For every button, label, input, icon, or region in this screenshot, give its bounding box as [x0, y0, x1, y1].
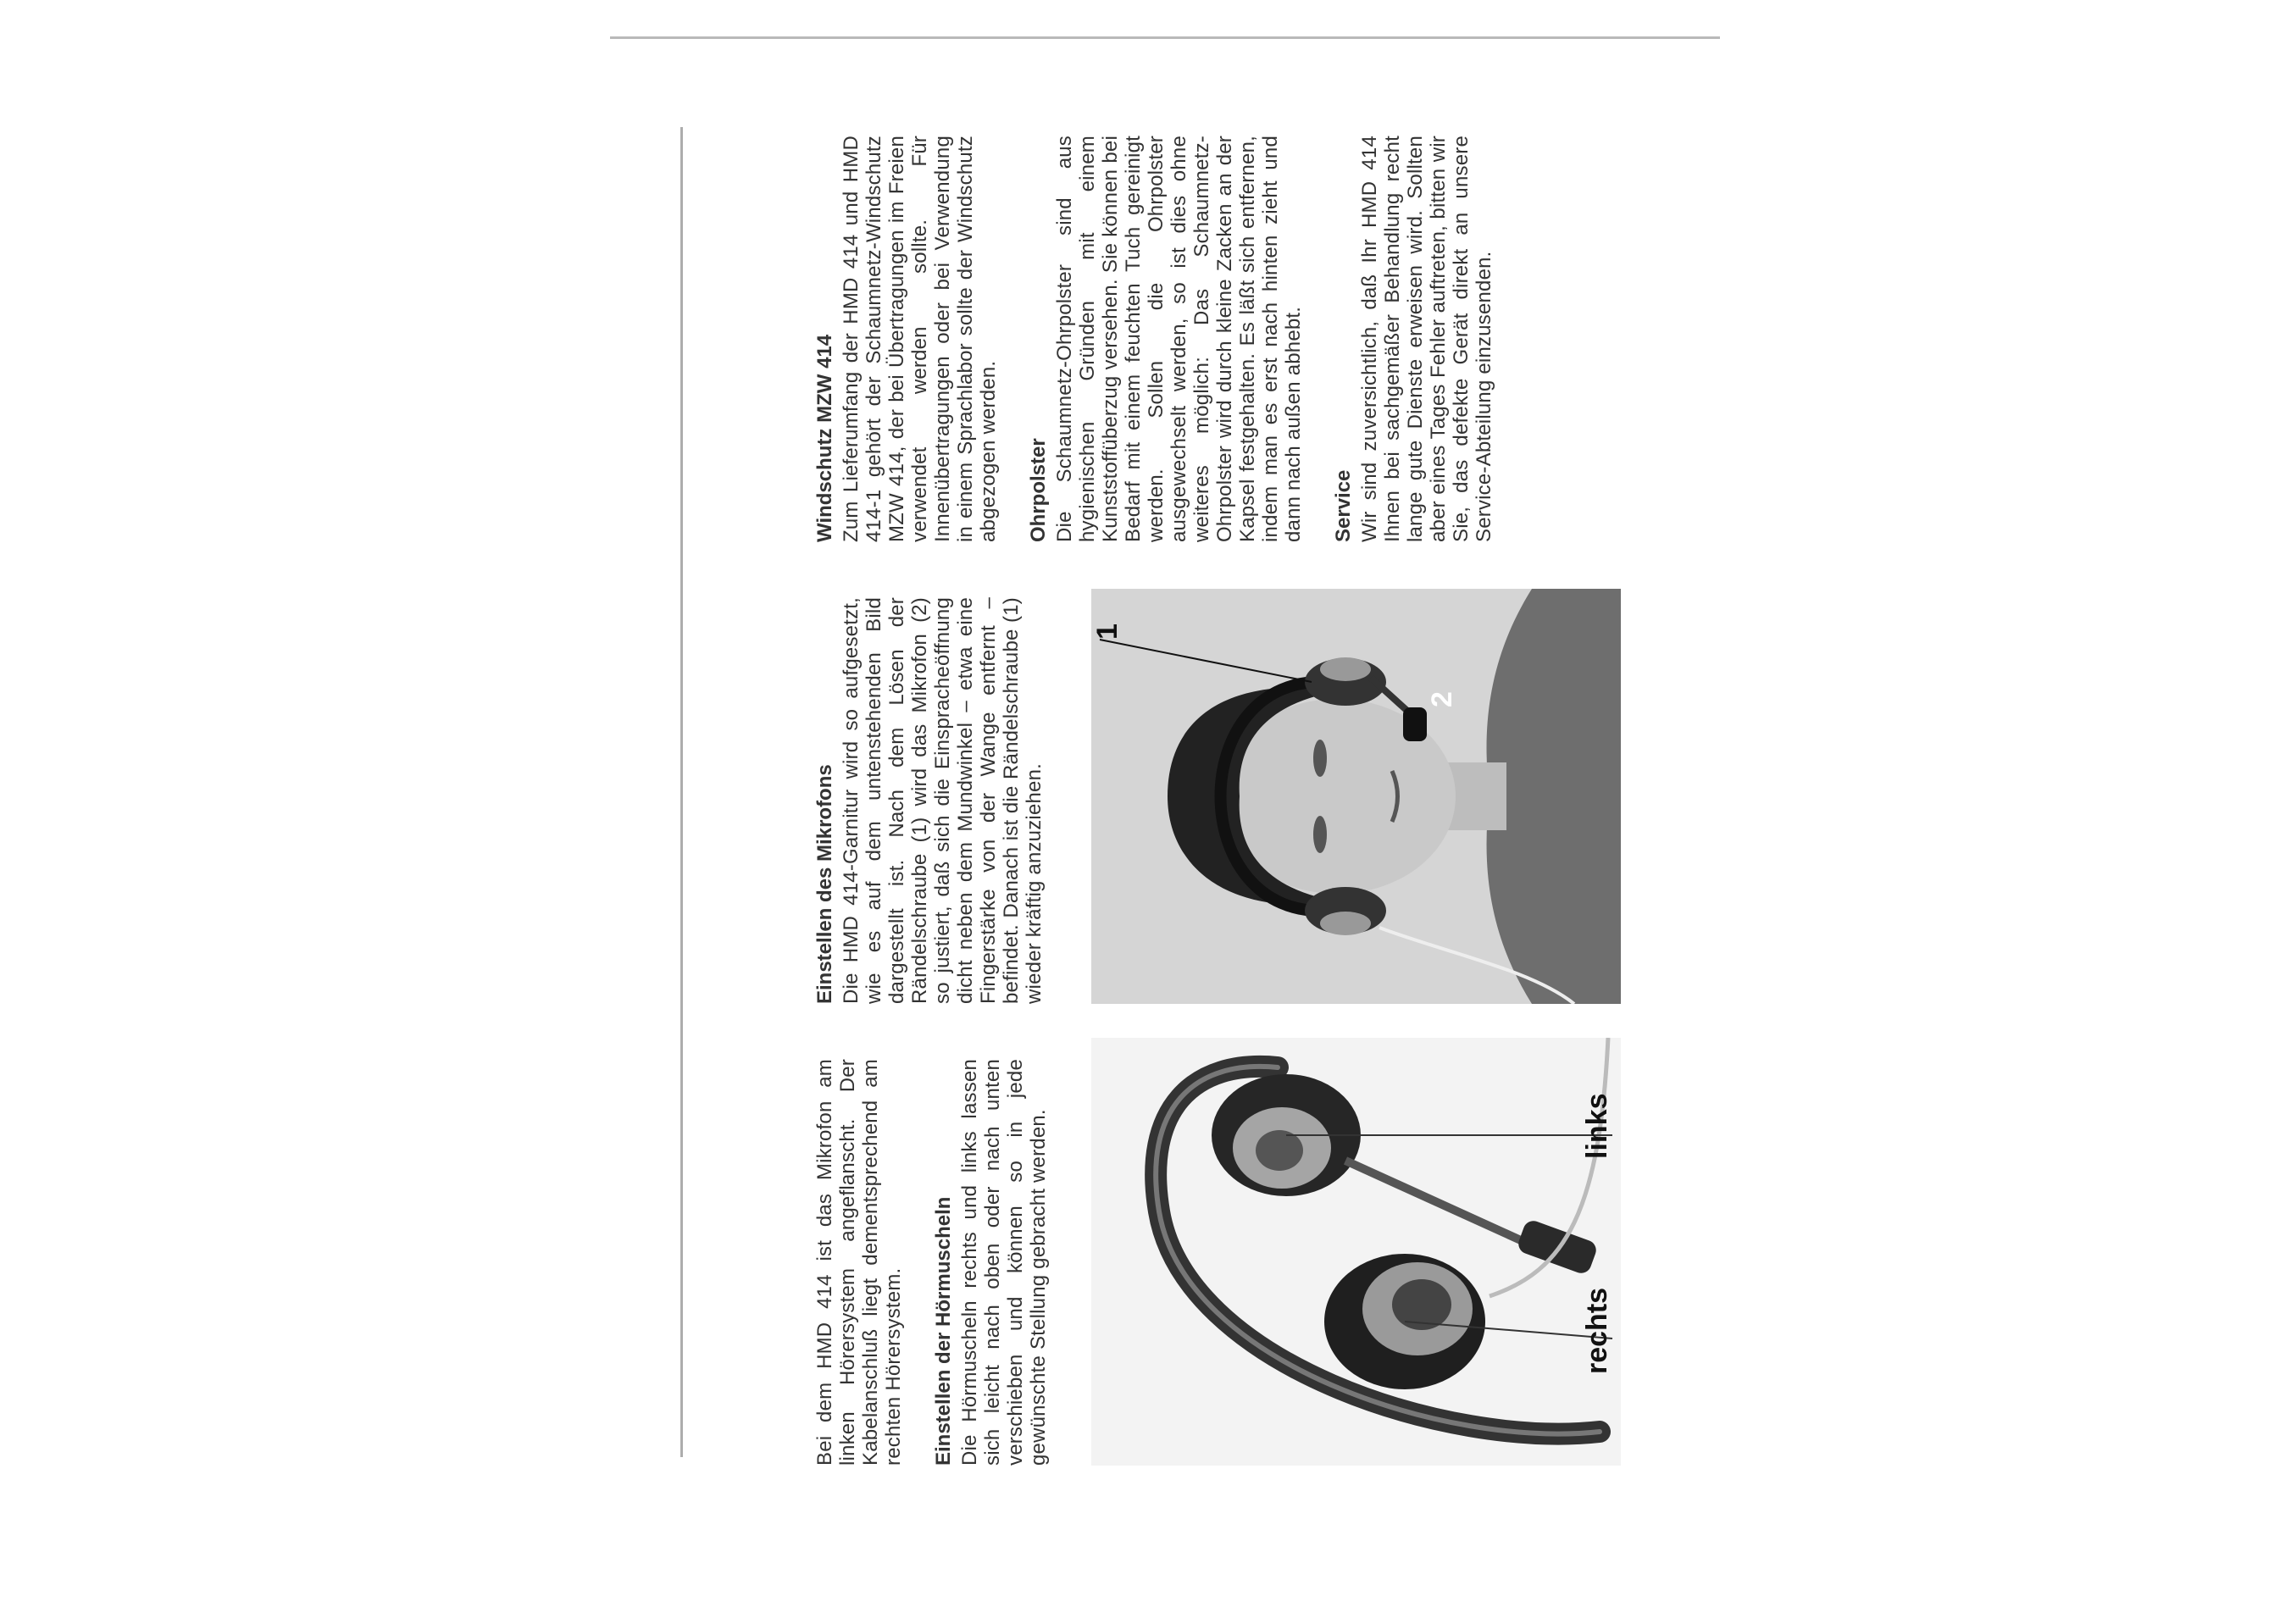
text-ohrpolster: Die Schaumnetz-Ohrpolster sind aus hygienischen Gründen mit einem Kunststoffüberzug versehen. Sie können bei Bedarf mit einem feuchten Tuch gereinigt werden. Sollen die Ohrpolster ausgewechselt werden, so ist dies ohne weiteres möglich: Das Schaumnetz-Ohrpolster wird durch kleine Zacken an der Kapsel festgehalten. Es läßt sich entfernen, indem man es erst nach hinten zieht und dann nach außen abhebt.	[1053, 136, 1305, 542]
column-2	[813, 597, 1046, 1004]
text-hoermuscheln: Die Hörmuscheln rechts und links lassen sich leicht nach oben oder nach unten verschieben und können so in jede gewünschte Stellung gebracht werden.	[958, 1059, 1050, 1466]
text-service: Wir sind zuversichtlich, daß Ihr HMD 414 Ihnen bei sachgemäßer Behandlung recht lange gute Dienste erweisen wird. Sollten aber eines Tages Fehler auftreten, bitten wir Sie, das defekte Gerät direkt an unsere Service-Abteilung einzusenden.	[1358, 136, 1495, 542]
scan-edge-line	[610, 36, 1720, 39]
intro-text: Bei dem HMD 414 ist das Mikrofon am linken Hörersystem angeflanscht. Der Kabelanschluß liegt dementsprechend am rechten Hörersystem.	[813, 1059, 905, 1466]
text-windschutz: Zum Lieferumfang der HMD 414 und HMD 414-1 gehört der Schaumnetz-Windschutz MZW 414, der bei Übertragungen im Freien verwendet werden sollte. Für Innenübertragungen oder bei Verwendung in einem Sprachlabor sollte der Windschutz abgezogen werden.	[840, 136, 1000, 542]
person-illustration	[1091, 589, 1621, 1004]
label-links: links	[1581, 1093, 1613, 1159]
heading-hoermuscheln: Einstellen der Hörmuscheln	[932, 1196, 955, 1466]
text-mikrofon: Die HMD 414-Garnitur wird so aufgesetzt, wie es auf dem untenstehenden Bild dargestellt ist. Nach dem Lösen der Rändelschraube (1) wird das Mikrofon (2) so justiert, daß sich die Einspracheöffnung dicht neben dem Mundwinkel – etwa eine Fingerstärke von der Wange entfernt – befindet. Danach ist die Rändelschraube (1) wieder kräftig anzuziehen.	[840, 597, 1046, 1004]
label-2: 2	[1426, 691, 1458, 707]
heading-mikrofon: Einstellen des Mikrofons	[813, 764, 836, 1004]
column-3	[813, 136, 1495, 542]
person-wearing-headset-photo	[1091, 589, 1621, 1004]
heading-windschutz: Windschutz MZW 414	[813, 334, 836, 542]
label-rechts: rechts	[1581, 1287, 1613, 1374]
rotated-manual-page	[813, 136, 1661, 1466]
heading-service: Service	[1332, 469, 1355, 542]
page-fold-line	[680, 127, 683, 1457]
headset-photo	[1091, 1038, 1621, 1466]
column-1	[813, 1059, 1050, 1466]
heading-ohrpolster: Ohrpolster	[1027, 438, 1050, 542]
label-1: 1	[1091, 624, 1123, 640]
headset-illustration	[1091, 1038, 1621, 1466]
